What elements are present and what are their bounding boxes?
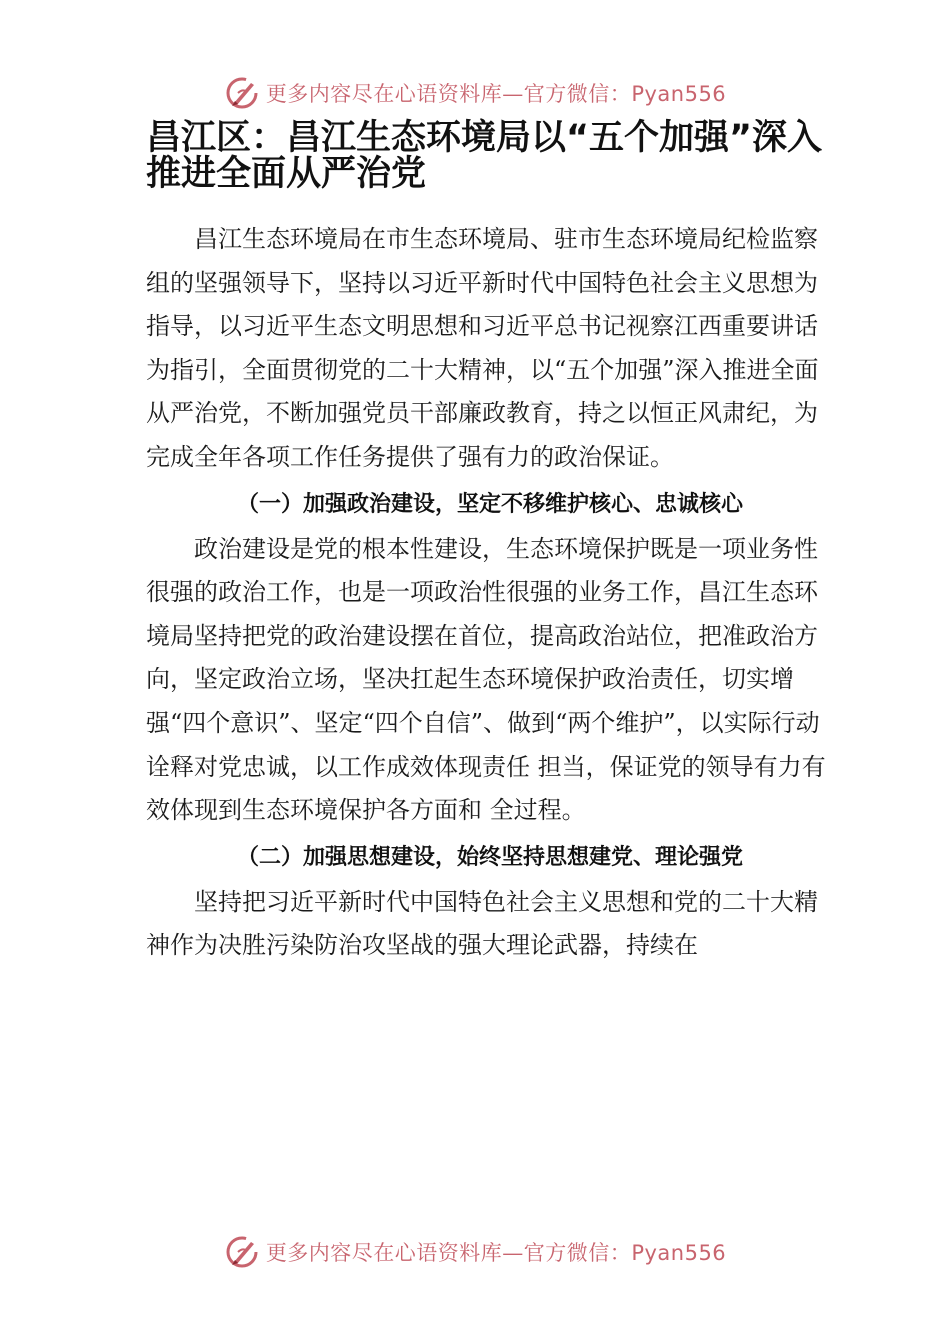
header-wechat-id: Pyan556 — [631, 82, 727, 106]
header-banner — [0, 73, 950, 113]
article-body — [146, 218, 834, 968]
intro-paragraph: 昌江生态环境局在市生态环境局、驻市生态环境局纪检监察组的坚强领导下，坚持以习近平新时代中国特色社会主义思想为指导，以习近平生态文明思想和习近平总书记视察江西重要讲话为指引，全面贯彻党的二十大精神，以“五个加强”深入推进全面从严治党，不断加强党员干部廉政教育，持之以恒正风肃纪，为完成全年各项工作任务提供了强有力的政治保证。 — [146, 225, 819, 471]
section-body-1: 政治建设是党的根本性建设，生态环境保护既是一项业务性很强的政治工作，也是一项政治性很强的业务工作，昌江生态环境局坚持把党的政治建设摆在首位，提高政治站位，把准政治方向，坚定政治立场，坚决扛起生态环境保护政治责任，切实增强“四个意识”、坚定“四个自信”、做到“两个维护”，以实际行动诠释对党忠诚，以工作成效体现责任 担当，保证党的领导有力有效体现到生态环境保护各方面和 全过程。 — [146, 534, 826, 825]
article-title: 昌江区：昌江生态环境局以“五个加强”深入推进全面从严治党 — [146, 118, 823, 194]
footer-banner — [0, 1232, 950, 1272]
footer-wechat-id: Pyan556 — [631, 1241, 727, 1265]
brush-pen-logo-icon — [224, 75, 260, 111]
section-heading-2: （二）加强思想建设，始终坚持思想建党、理论强党 — [236, 844, 743, 870]
brush-pen-logo-icon — [224, 1234, 260, 1270]
footer-banner-text: 更多内容尽在心语资料库—官方微信： — [265, 1241, 632, 1265]
section-heading-1: （一）加强政治建设，坚定不移维护核心、忠诚核心 — [236, 491, 743, 517]
section-body-2: 坚持把习近平新时代中国特色社会主义思想和党的二十大精神作为决胜污染防治攻坚战的强大理论武器，持续在 — [146, 887, 818, 960]
header-banner-text: 更多内容尽在心语资料库—官方微信： — [265, 82, 632, 106]
